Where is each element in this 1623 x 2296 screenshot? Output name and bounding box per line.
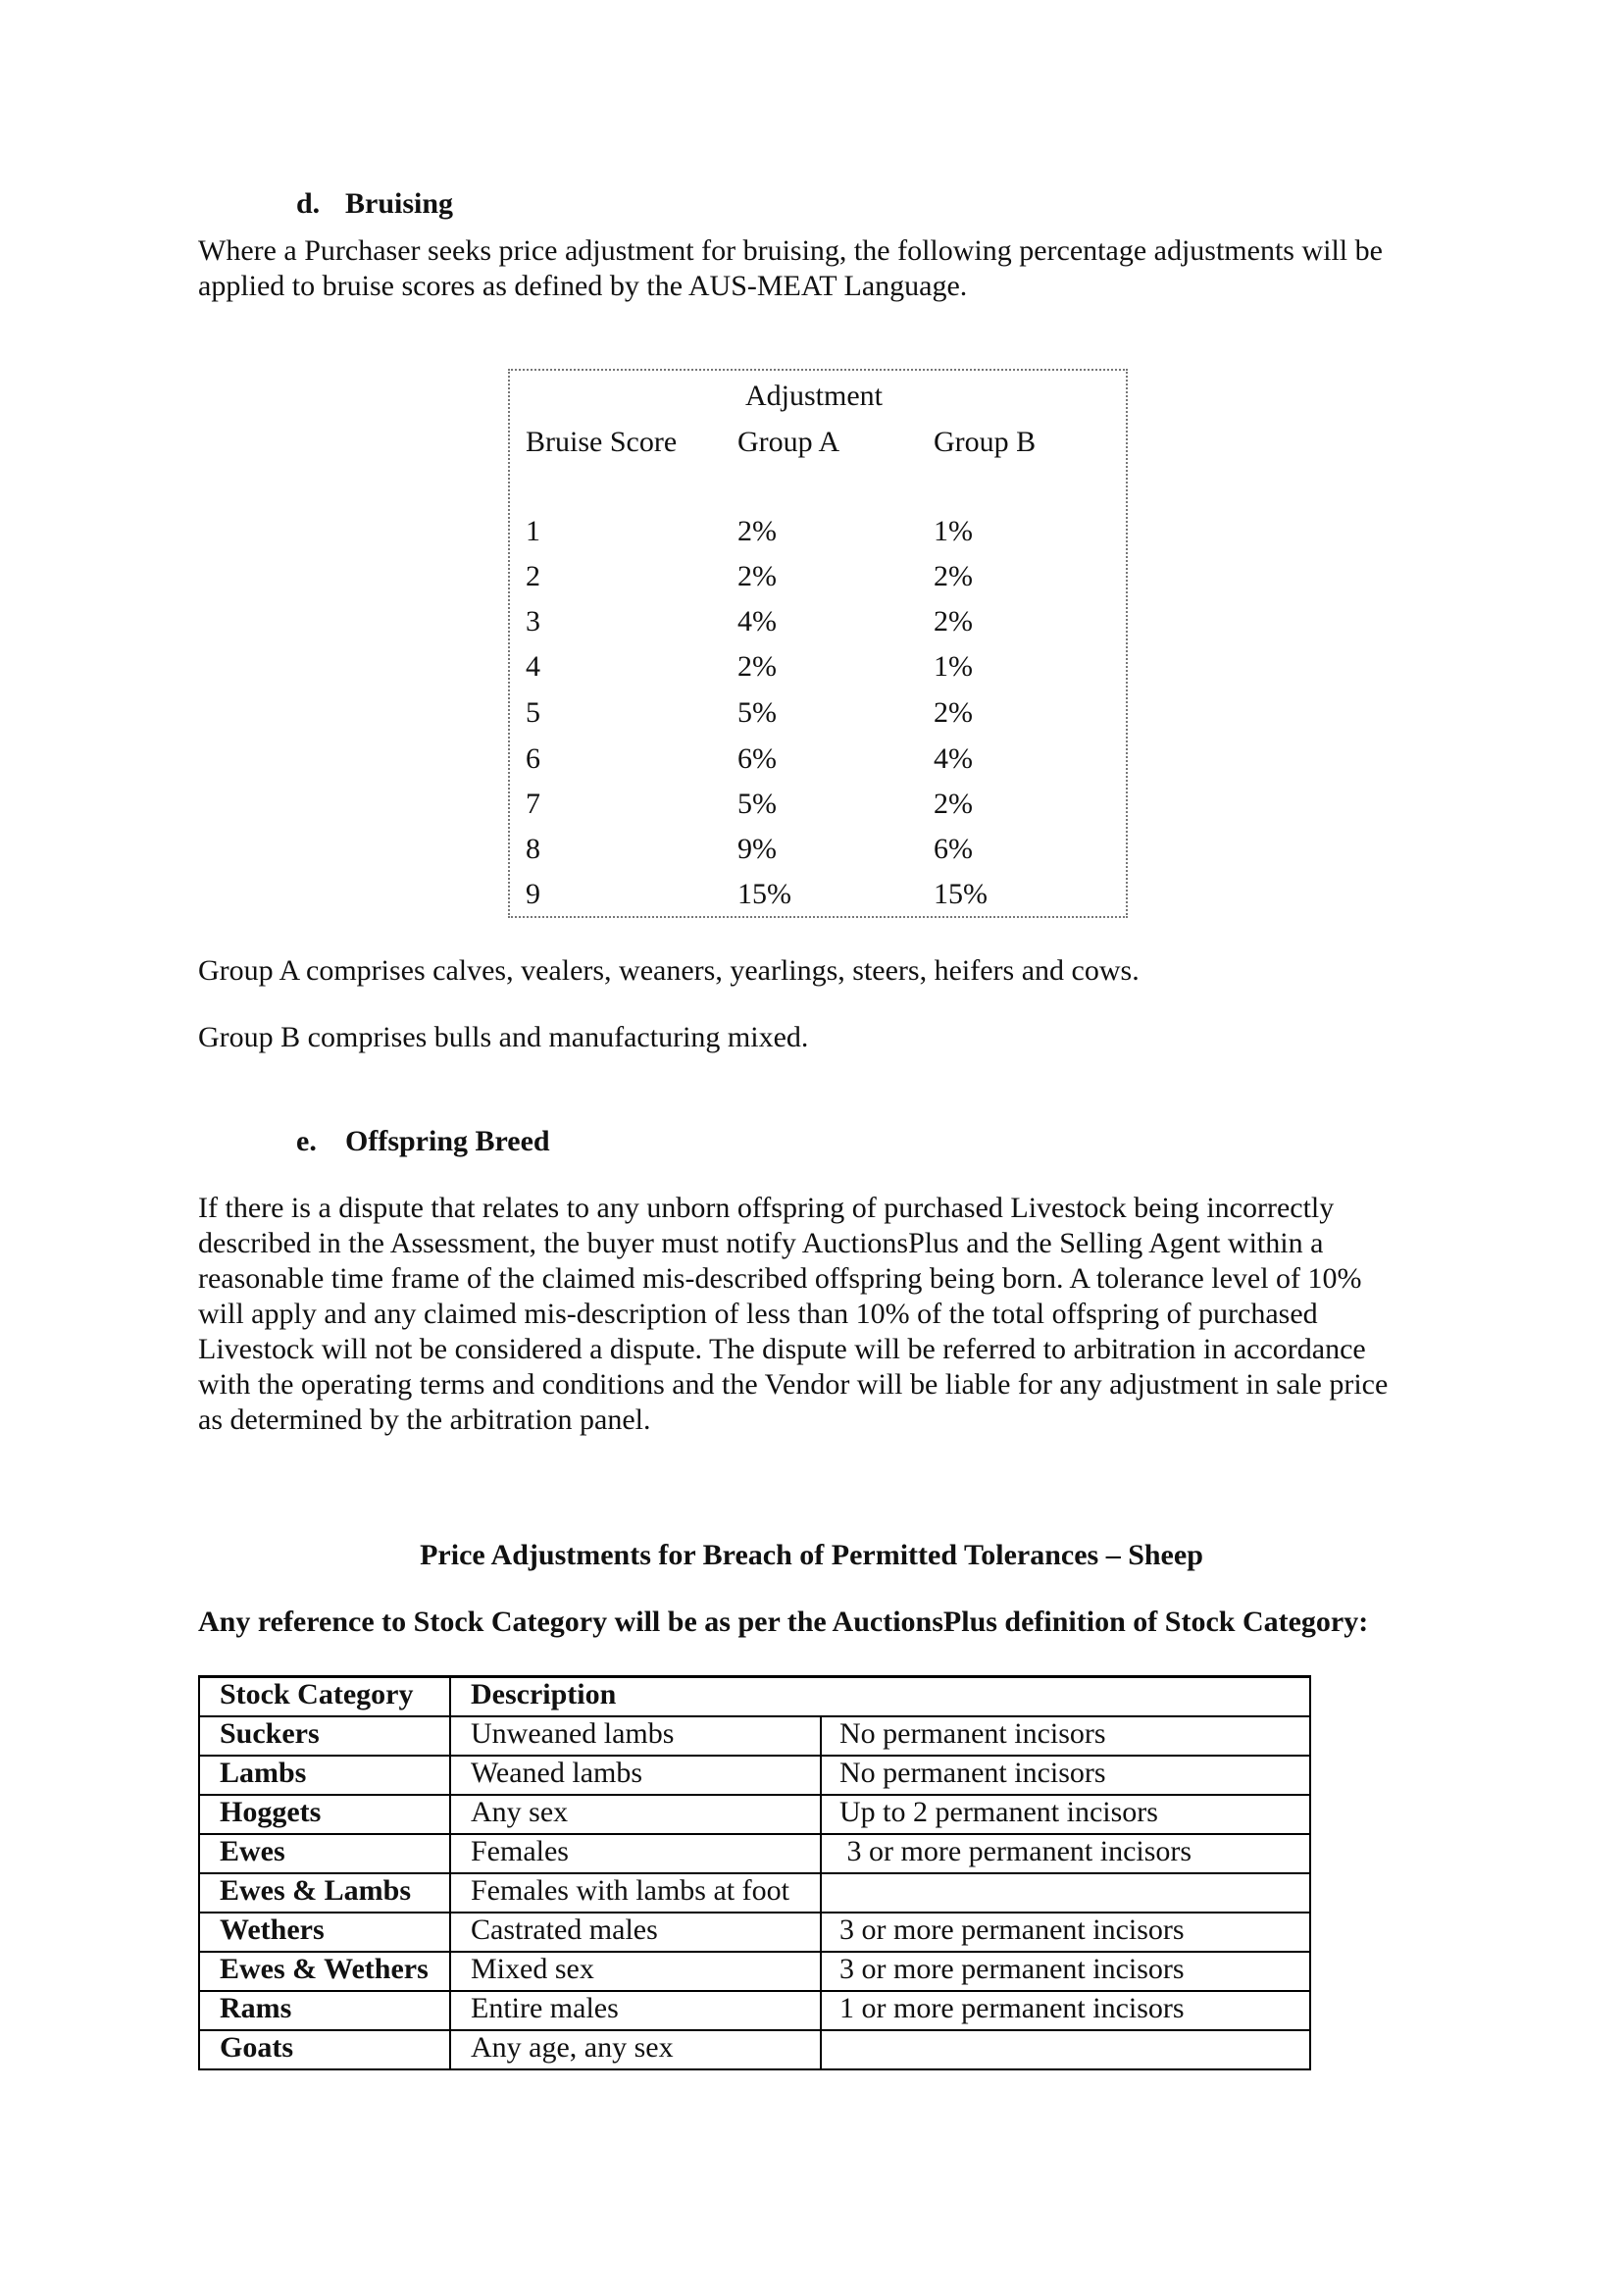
bruise-score: 3 (526, 605, 540, 638)
bruise-group-a-value: 2% (737, 560, 777, 592)
sheep-title: Price Adjustments for Breach of Permitted Tolerances – Sheep (420, 1539, 1203, 1571)
stock-incisors-cell: 3 or more permanent incisors (821, 1834, 1310, 1873)
stock-description-cell: Entire males (450, 1991, 821, 2030)
bruise-score: 5 (526, 696, 540, 729)
section-e-line: Livestock will not be considered a dispute. The dispute will be referred to arbitration in accordance (198, 1333, 1366, 1365)
bruise-group-b-value: 1% (934, 650, 973, 683)
stock-description-cell: Females (450, 1834, 821, 1873)
stock-incisors-cell: No permanent incisors (821, 1756, 1310, 1795)
stock-incisors-cell: 3 or more permanent incisors (821, 1913, 1310, 1952)
bruise-group-b-value: 15% (934, 878, 988, 910)
section-e-line: as determined by the arbitration panel. (198, 1403, 651, 1436)
bruise-adjustment-header: Adjustment (745, 380, 883, 412)
bruise-score: 7 (526, 788, 540, 820)
section-d-title: Bruising (345, 187, 454, 220)
stock-category-cell: Lambs (199, 1756, 450, 1795)
stock-incisors-cell: No permanent incisors (821, 1716, 1310, 1756)
bruise-group-b-value: 2% (934, 788, 973, 820)
stock-table-row (199, 1952, 1310, 1991)
stock-category-cell: Ewes & Lambs (199, 1873, 450, 1913)
section-e-title: Offspring Breed (345, 1125, 550, 1157)
bruise-score: 1 (526, 515, 540, 547)
stock-category-cell: Ewes (199, 1834, 450, 1873)
bruise-group-a-value: 9% (737, 833, 777, 865)
bruise-group-b-value: 4% (934, 742, 973, 775)
bruise-score: 6 (526, 742, 540, 775)
stock-description-cell: Any sex (450, 1795, 821, 1834)
section-e-line: with the operating terms and conditions and the Vendor will be liable for any adjustment in sale price (198, 1368, 1389, 1401)
stock-description-cell: Castrated males (450, 1913, 821, 1952)
stock-table-header-row (199, 1677, 1310, 1717)
bruise-group-a-value: 15% (737, 878, 791, 910)
stock-table-row (199, 1873, 1310, 1913)
stock-table-body (199, 1677, 1310, 2070)
stock-table-row (199, 1834, 1310, 1873)
bruise-group-a-value: 2% (737, 515, 777, 547)
stock-table-row (199, 1756, 1310, 1795)
stock-category-table (198, 1675, 1311, 2070)
bruise-group-b-value: 6% (934, 833, 973, 865)
section-d-letter: d. (296, 187, 321, 220)
group-b-note: Group B comprises bulls and manufacturing mixed. (198, 1021, 809, 1053)
stock-category-cell: Ewes & Wethers (199, 1952, 450, 1991)
header-stock-category: Stock Category (199, 1677, 450, 1717)
bruise-col-score: Bruise Score (526, 426, 678, 458)
header-description: Description (450, 1677, 1310, 1717)
stock-description-cell: Unweaned lambs (450, 1716, 821, 1756)
stock-incisors-cell: Up to 2 permanent incisors (821, 1795, 1310, 1834)
bruise-group-b-value: 2% (934, 605, 973, 638)
section-e-line: If there is a dispute that relates to any unborn offspring of purchased Livestock being incorrectly (198, 1192, 1335, 1224)
bruise-group-a-value: 5% (737, 696, 777, 729)
stock-incisors-cell (821, 1873, 1310, 1913)
bruise-score: 8 (526, 833, 540, 865)
group-a-note: Group A comprises calves, vealers, weaners, yearlings, steers, heifers and cows. (198, 954, 1140, 987)
bruise-group-a-value: 6% (737, 742, 777, 775)
stock-incisors-cell: 3 or more permanent incisors (821, 1952, 1310, 1991)
bruise-group-a-value: 4% (737, 605, 777, 638)
stock-description-cell: Any age, any sex (450, 2030, 821, 2069)
bruise-score: 9 (526, 878, 540, 910)
stock-category-cell: Goats (199, 2030, 450, 2069)
bruise-group-a-value: 2% (737, 650, 777, 683)
section-e-line: will apply and any claimed mis-description of less than 10% of the total offspring of purchased (198, 1298, 1318, 1330)
bruise-score: 4 (526, 650, 540, 683)
section-d-intro-line1: Where a Purchaser seeks price adjustment for bruising, the following percentage adjustments will be (198, 234, 1383, 267)
stock-table-row (199, 2030, 1310, 2069)
stock-table-row (199, 1991, 1310, 2030)
bruise-score: 2 (526, 560, 540, 592)
stock-category-cell: Rams (199, 1991, 450, 2030)
section-e-line: reasonable time frame of the claimed mis-described offspring being born. A tolerance level of 10% (198, 1262, 1362, 1295)
stock-table-row (199, 1795, 1310, 1834)
bruise-group-b-value: 2% (934, 696, 973, 729)
stock-category-cell: Suckers (199, 1716, 450, 1756)
bruise-group-b-value: 1% (934, 515, 973, 547)
section-e-letter: e. (296, 1125, 317, 1157)
stock-table-row (199, 1716, 1310, 1756)
bruise-col-group-b: Group B (934, 426, 1037, 458)
stock-category-cell: Wethers (199, 1913, 450, 1952)
stock-category-cell: Hoggets (199, 1795, 450, 1834)
bruise-group-a-value: 5% (737, 788, 777, 820)
stock-description-cell: Mixed sex (450, 1952, 821, 1991)
section-d-intro-line2: applied to bruise scores as defined by the AUS-MEAT Language. (198, 270, 968, 302)
bruise-table (508, 369, 1128, 918)
stock-reference: Any reference to Stock Category will be as per the AuctionsPlus definition of Stock Category: (198, 1606, 1369, 1638)
stock-incisors-cell: 1 or more permanent incisors (821, 1991, 1310, 2030)
section-e-line: described in the Assessment, the buyer must notify AuctionsPlus and the Selling Agent within a (198, 1227, 1324, 1259)
stock-description-cell: Weaned lambs (450, 1756, 821, 1795)
stock-table-row (199, 1913, 1310, 1952)
bruise-group-b-value: 2% (934, 560, 973, 592)
stock-description-cell: Females with lambs at foot (450, 1873, 821, 1913)
bruise-col-group-a: Group A (737, 426, 840, 458)
stock-incisors-cell (821, 2030, 1310, 2069)
